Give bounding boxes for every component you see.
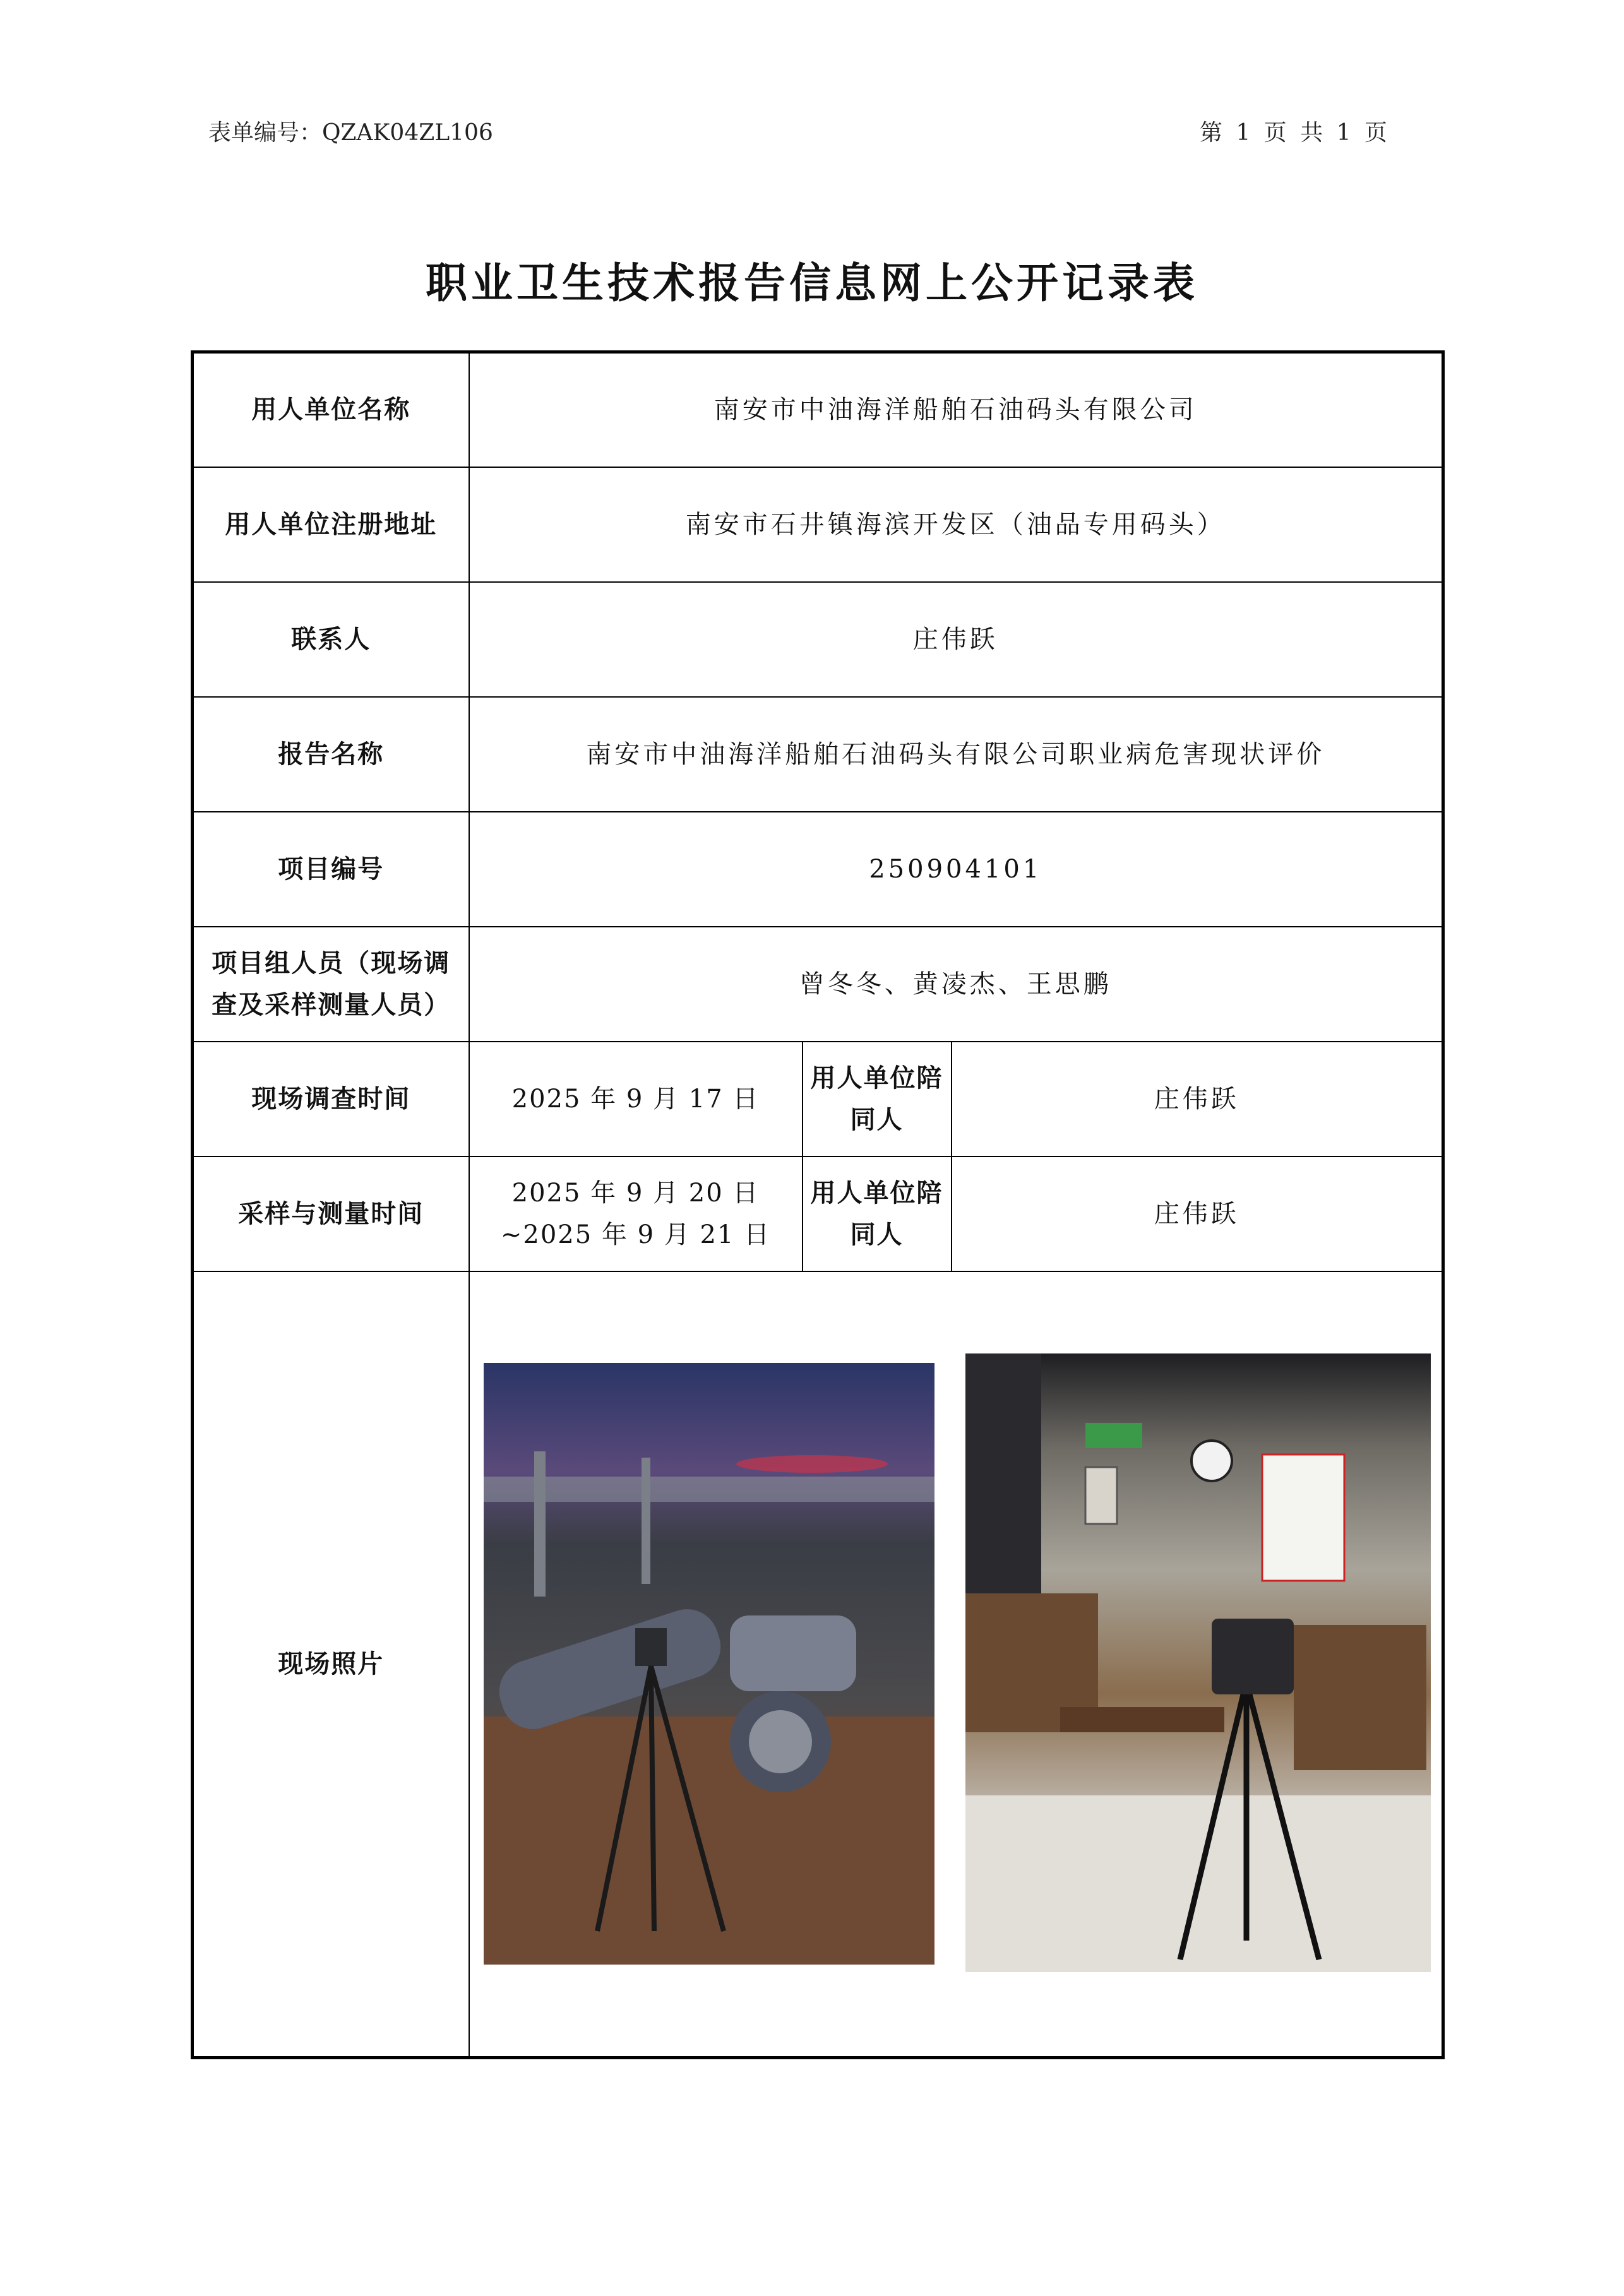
row-employer-address [193, 467, 1443, 582]
contact-value: 庄伟跃 [469, 582, 1443, 697]
page-info: 第 1 页 共 1 页 [1199, 120, 1387, 146]
row-survey [193, 1042, 1443, 1157]
row-contact [193, 582, 1443, 697]
row-employer-name [193, 352, 1443, 467]
sampling-accompany-label: 用人单位陪同人 [803, 1157, 952, 1271]
row-team [193, 927, 1443, 1042]
site-photo-control-room [965, 1353, 1431, 1972]
team-label: 项目组人员（现场调查及采样测量人员） [193, 927, 469, 1042]
survey-label: 现场调查时间 [193, 1042, 469, 1157]
report-name-label: 报告名称 [193, 697, 469, 812]
page-title: 职业卫生技术报告信息网上公开记录表 [426, 259, 1198, 307]
sampling-date: 2025 年 9 月 20 日~2025 年 9 月 21 日 [469, 1157, 803, 1271]
employer-name-label: 用人单位名称 [193, 352, 469, 467]
employer-address-value: 南安市石井镇海滨开发区（油品专用码头） [469, 467, 1443, 582]
form-number: 表单编号：QZAK04ZL106 [208, 120, 493, 146]
sampling-label: 采样与测量时间 [193, 1157, 469, 1271]
employer-name-value: 南安市中油海洋船舶石油码头有限公司 [469, 352, 1443, 467]
row-project-no [193, 812, 1443, 927]
survey-accompany-label: 用人单位陪同人 [803, 1042, 952, 1157]
site-photo-night-pipeline [484, 1363, 934, 1965]
row-report-name [193, 697, 1443, 812]
pipeline-scene-icon [484, 1363, 934, 1965]
row-sampling [193, 1157, 1443, 1271]
report-name-value: 南安市中油海洋船舶石油码头有限公司职业病危害现状评价 [469, 697, 1443, 812]
office-scene-icon [965, 1353, 1431, 1972]
employer-address-label: 用人单位注册地址 [193, 467, 469, 582]
record-table [191, 350, 1445, 2059]
photos-container [470, 1273, 1442, 2055]
sampling-accompany: 庄伟跃 [952, 1157, 1443, 1271]
photos-cell [469, 1271, 1443, 2058]
project-no-label: 项目编号 [193, 812, 469, 927]
row-photos [193, 1271, 1443, 2058]
project-no-value: 250904101 [469, 812, 1443, 927]
survey-date: 2025 年 9 月 17 日 [469, 1042, 803, 1157]
survey-accompany: 庄伟跃 [952, 1042, 1443, 1157]
photos-label: 现场照片 [193, 1271, 469, 2058]
contact-label: 联系人 [193, 582, 469, 697]
team-value: 曾冬冬、黄凌杰、王思鹏 [469, 927, 1443, 1042]
